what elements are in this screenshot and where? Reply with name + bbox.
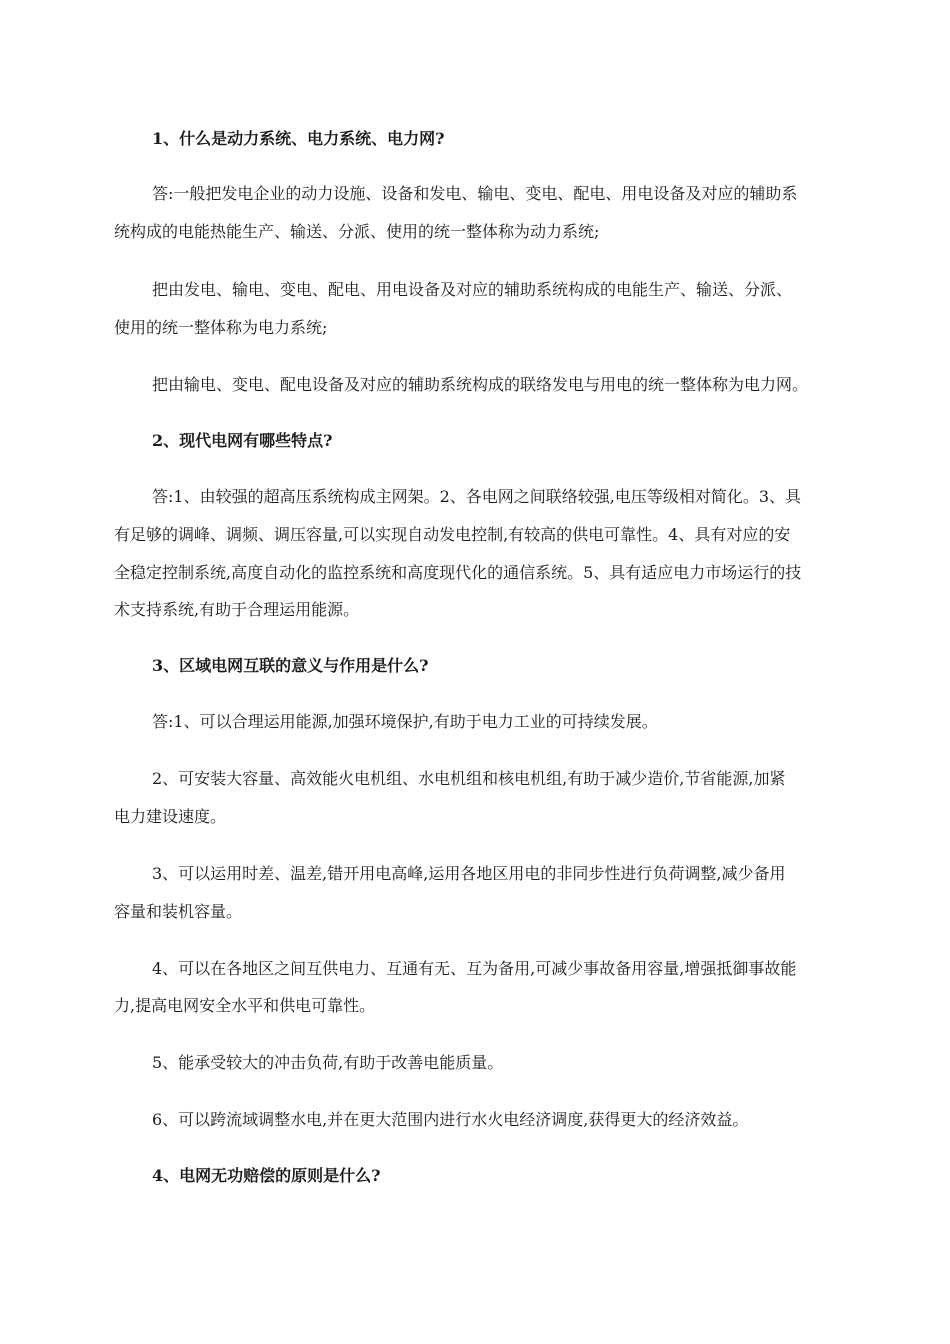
question-2-heading: 2、现代电网有哪些特点? — [152, 431, 333, 450]
question-3-item-3: 3、可以运用时差、温差,错开用电高峰,运用各地区用电的非同步性进行负荷调整,减少备用 — [152, 864, 786, 883]
question-1-answer-line: 把由发电、输电、变电、配电、用电设备及对应的辅助系统构成的电能生产、输送、分派、 — [152, 280, 793, 299]
question-1-answer-line: 把由输电、变电、配电设备及对应的辅助系统构成的联络发电与用电的统一整体称为电力网。 — [152, 375, 809, 394]
question-2-answer-line: 答:1、由较强的超高压系统构成主网架。2、各电网之间联络较强,电压等级相对简化。3、具 — [152, 487, 802, 506]
question-4-heading: 4、电网无功赔偿的原则是什么? — [152, 1166, 381, 1185]
question-2-answer-line: 有足够的调峰、调频、调压容量,可以实现自动发电控制,有较高的供电可靠性。4、具有对应的安 — [114, 525, 791, 544]
question-3-item-5: 5、能承受较大的冲击负荷,有助于改善电能质量。 — [152, 1053, 504, 1072]
question-3-heading: 3、区域电网互联的意义与作用是什么? — [152, 656, 429, 675]
question-1-answer-line: 使用的统一整体称为电力系统; — [114, 318, 328, 337]
question-1-heading: 1、什么是动力系统、电力系统、电力网? — [152, 129, 445, 148]
question-3-item-6: 6、可以跨流域调整水电,并在更大范围内进行水火电经济调度,获得更大的经济效益。 — [152, 1110, 749, 1129]
question-2-answer-line: 术支持系统,有助于合理运用能源。 — [114, 600, 360, 619]
question-3-item-2: 2、可安装大容量、高效能火电机组、水电机组和核电机组,有助于减少造价,节省能源,加紧 — [152, 769, 786, 788]
question-1-answer-line: 答:一般把发电企业的动力设施、设备和发电、输电、变电、配电、用电设备及对应的辅助系 — [152, 184, 798, 203]
question-3-item-4: 4、可以在各地区之间互供电力、互通有无、互为备用,可减少事故备用容量,增强抵御事故能 — [152, 959, 797, 978]
question-3-item-1: 答:1、可以合理运用能源,加强环境保护,有助于电力工业的可持续发展。 — [152, 712, 658, 731]
question-3-item-4-cont: 力,提高电网安全水平和供电可靠性。 — [114, 996, 376, 1015]
question-2-answer-line: 全稳定控制系统,高度自动化的监控系统和高度现代化的通信系统。5、具有适应电力市场运行的技 — [114, 563, 802, 582]
question-3-item-2-cont: 电力建设速度。 — [114, 807, 227, 826]
question-3-item-3-cont: 容量和装机容量。 — [114, 902, 243, 921]
question-1-answer-line: 统构成的电能热能生产、输送、分派、使用的统一整体称为动力系统; — [114, 222, 600, 241]
